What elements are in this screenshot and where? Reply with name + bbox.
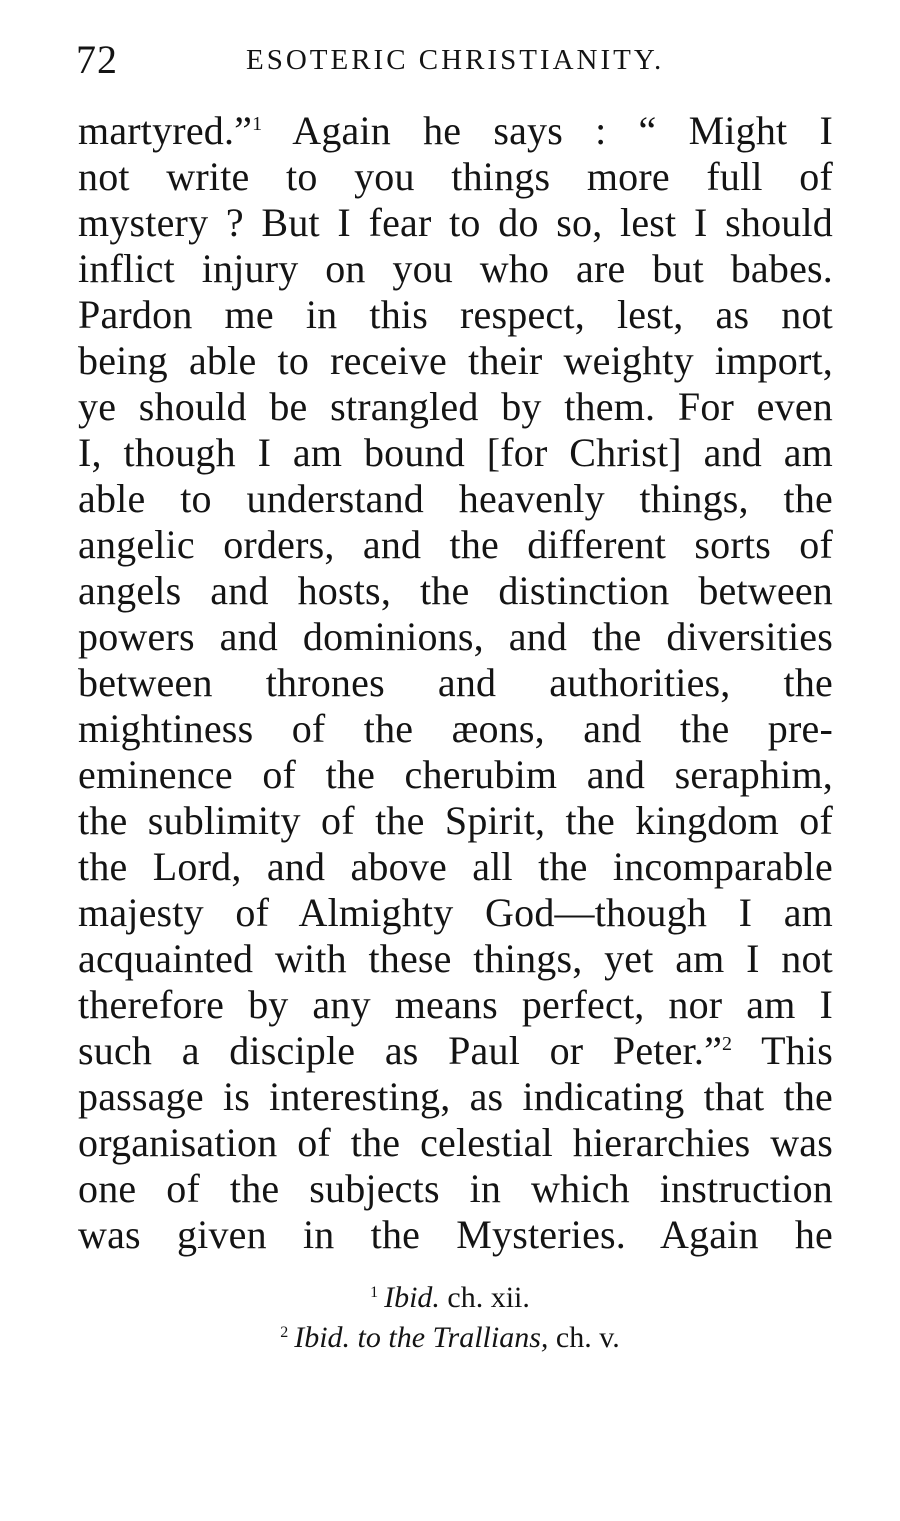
text-line: able to understand heavenly things, the xyxy=(78,476,833,521)
text-line: acquainted with these things, yet am I not xyxy=(78,936,833,981)
text-line: I, though I am bound [for Christ] and am xyxy=(78,430,833,475)
text-line: such a disciple as Paul or Peter.”$^2$ This xyxy=(78,1028,833,1073)
text-line: ye should be strangled by them. For even xyxy=(78,384,833,429)
footnotes xyxy=(0,1278,900,1358)
text-line: angelic orders, and the different sorts of xyxy=(78,522,833,567)
footnote-text: ch. xii. xyxy=(439,1281,530,1314)
text-line: between thrones and authorities, the xyxy=(78,660,833,705)
text-line: Pardon me in this respect, lest, as not xyxy=(78,292,833,337)
page-header xyxy=(76,36,836,86)
footnote-1 xyxy=(0,1278,900,1318)
running-head: ESOTERIC CHRISTIANITY. xyxy=(246,44,665,76)
text-line: the Lord, and above all the incomparable xyxy=(78,844,833,889)
text-line: powers and dominions, and the diversities xyxy=(78,614,833,659)
body-text xyxy=(78,108,833,1258)
text-line: was given in the Mysteries. Again he xyxy=(78,1212,833,1257)
text-line: martyred.”$^1$ Again he says : “ Might I xyxy=(78,108,833,153)
text-line: the sublimity of the Spirit, the kingdom of xyxy=(78,798,833,843)
text-line: majesty of Almighty God—though I am xyxy=(78,890,833,935)
text-line: mystery ? But I fear to do so, lest I should xyxy=(78,200,833,245)
text-line: eminence of the cherubim and seraphim, xyxy=(78,752,833,797)
page-number: 72 xyxy=(76,37,118,82)
footnote-mark: 2 xyxy=(280,1324,289,1341)
text-line: not write to you things more full of xyxy=(78,154,833,199)
text-line: organisation of the celestial hierarchies was xyxy=(78,1120,833,1165)
text-line: passage is interesting, as indicating that the xyxy=(78,1074,833,1119)
footnote-ref: 2 xyxy=(722,1033,733,1055)
footnote-italic: Ibid. xyxy=(384,1281,440,1314)
text-line: one of the subjects in which instruction xyxy=(78,1166,833,1211)
footnote-text: ch. v. xyxy=(548,1321,620,1354)
footnote-2 xyxy=(0,1318,900,1358)
text-line: inflict injury on you who are but babes. xyxy=(78,246,833,291)
footnote-italic: Ibid. to the Trallians, xyxy=(294,1321,549,1354)
text-line: therefore by any means perfect, nor am I xyxy=(78,982,833,1027)
text-line: angels and hosts, the distinction between xyxy=(78,568,833,613)
footnote-mark: 1 xyxy=(370,1284,379,1301)
footnote-ref: 1 xyxy=(252,113,263,135)
text-line: being able to receive their weighty import, xyxy=(78,338,833,383)
text-line: mightiness of the æons, and the pre- xyxy=(78,706,833,751)
